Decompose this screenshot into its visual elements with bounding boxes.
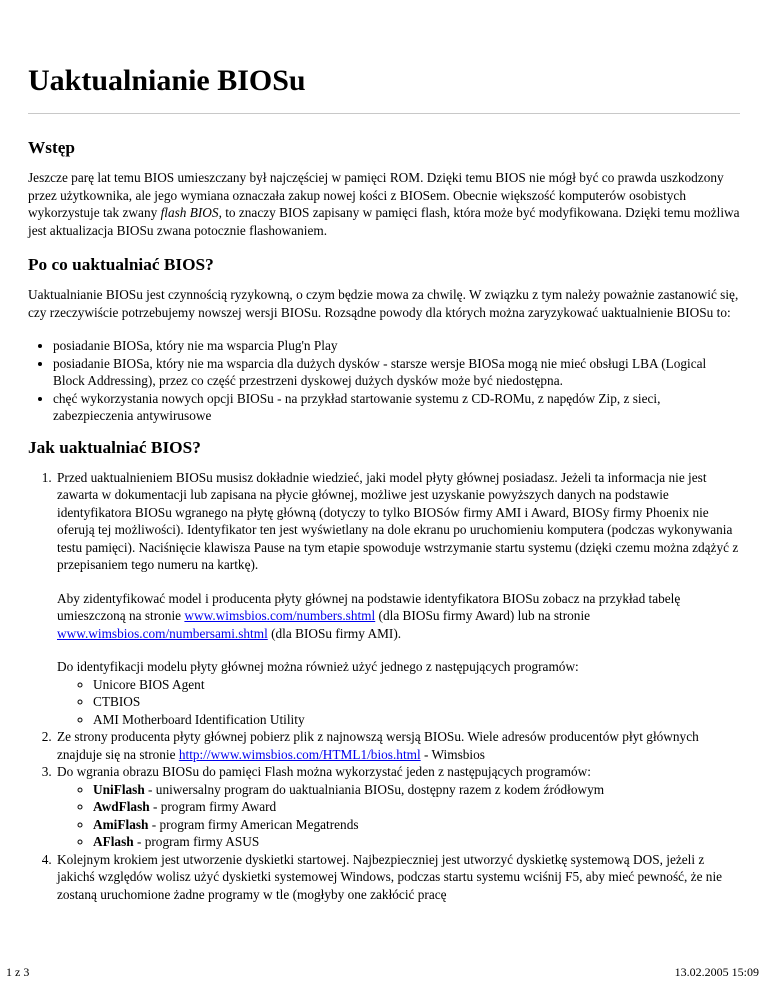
tool-name: AwdFlash [93, 799, 150, 814]
tool-name: UniFlash [93, 781, 145, 797]
step1-text-end: (dla BIOSu firmy AMI). [267, 625, 402, 641]
tool-item [93, 833, 740, 851]
step1-programs-intro: Do identyfikacji modelu płyty głównej można również użyć jednego z następujących programów: [57, 659, 579, 674]
section-heading-how: Jak uaktualniać BIOS? [28, 437, 201, 457]
step-item [55, 728, 740, 763]
step1-text-mid: (dla BIOSu firmy Award) lub na stronie [375, 608, 591, 623]
why-paragraph: Uaktualnianie BIOSu jest czynnością ryzykowną, o czym będzie mowa za chwilę. W związku z tym należy poważnie zastanowić się, czy rzeczywiście potrzebujemy nowszej wersji BIOSu. Rozsądne powody dla których można zaryzykować uaktualnienie BIOSu to: [28, 287, 739, 320]
section-heading-intro: Wstęp [28, 138, 76, 157]
program-item: ◦ CTBIOS [93, 693, 740, 711]
tool-item [93, 816, 740, 834]
programs-list [57, 676, 740, 729]
step-item: 4. Kolejnym krokiem jest utworzenie dyskietki startowej. Najbezpieczniej jest utworzyć dyskietkę systemową DOS, jeżeli z jakichś względów wolisz użyć dyskietki systemowej Windows, podczas startu systemu wciśnij F5, aby mieć pewność, że nie zostaną uruchomione żadne programy w tle (mogłyby one zakłócić pracę [55, 851, 740, 904]
step3-text: Do wgrania obrazu BIOSu do pamięci Flash można wykorzystać jeden z następujących programów: [57, 764, 591, 779]
intro-text-end: , to znaczy BIOS zapisany w pamięci flash, która może być modyfikowana. Dzięki temu możliwa jest aktualizacja BIOSu zwana potocznie flashowaniem. [28, 205, 740, 238]
step1-text: Aby zidentyfikować model i producenta płyty głównej na podstawie identyfikatora BIOSu zobacz na przykład tabelę umieszczoną na stronie [57, 590, 681, 623]
step-item [55, 763, 740, 851]
page-number: 1 z 3 [6, 965, 30, 979]
tool-name: AmiFlash [93, 816, 149, 832]
wimsbios-link[interactable]: http://www.wimsbios.com/HTML1/bios.html [178, 746, 421, 762]
program-item: ◦ AMI Motherboard Identification Utility [93, 711, 740, 729]
step2-text-end: - Wimsbios [420, 746, 485, 762]
step-item [55, 469, 740, 729]
intro-text: Jeszcze parę lat temu BIOS umieszczany był najczęściej w pamięci ROM. Dzięki temu BIOS nie mógł być co prawda uszkodzony przez użytkownika, ale jego wymiana oznaczała zakup nowej kości z BIOSem. Obecnie większość komputerów osobistych wykorzystuje tak zwany [28, 170, 724, 220]
tool-desc: - program firmy ASUS [133, 834, 260, 849]
step1-links-paragraph [57, 590, 740, 643]
tool-item [93, 781, 740, 799]
step2-text: Ze strony producenta płyty głównej pobierz plik z najnowszą wersją BIOSu. Wiele adresów producentów płyt głównych znajduje się na stronie [57, 729, 699, 762]
reason-item: • posiadanie BIOSa, który nie ma wsparcia dla dużych dysków - starsze wersje BIOSa mogą nie mieć obsługi LBA (Logical Block Addressing), przez co część przestrzeni dyskowej dużych dysków może być niedostępna. [53, 355, 740, 390]
flash-tools-list [57, 781, 740, 851]
print-timestamp: 13.02.2005 15:09 [674, 965, 759, 979]
reason-item: • posiadanie BIOSa, który nie ma wsparcia Plug'n Play [53, 337, 740, 355]
tool-name: AFlash [93, 834, 134, 849]
steps-list [28, 469, 740, 904]
section-heading-why: Po co uaktualniać BIOS? [28, 255, 214, 274]
intro-emphasis: flash BIOS [160, 205, 219, 220]
reasons-list [28, 337, 740, 425]
tool-desc: - program firmy Award [149, 799, 277, 814]
tool-item [93, 798, 740, 816]
tool-desc: - program firmy American Megatrends [148, 816, 359, 832]
intro-paragraph [28, 169, 740, 239]
reason-item: • chęć wykorzystania nowych opcji BIOSu - na przykład startowanie systemu z CD-ROMu, z napędów Zip, z sieci, zabezpieczenia antywirusowe [53, 390, 740, 425]
numbers-link[interactable]: www.wimsbios.com/numbers.shtml [184, 608, 376, 623]
tool-desc: - uniwersalny program do uaktualniania BIOSu, dostępny razem z kodem źródłowym [144, 781, 605, 797]
step1-paragraph: 1. Przed uaktualnieniem BIOSu musisz dokładnie wiedzieć, jaki model płyty głównej posiadasz. Jeżeli ta informacja nie jest zawarta w dokumentacji lub zapisana na płycie głównej, możliwe jest uzyskanie powyższych danych na podstawie identyfikatora BIOSu wgranego na płytę główną (dotyczy to tylko BIOSów firmy AMI i Award, BIOSy firmy Phoenix nie oferują tej możliwości). Identyfikator ten jest wyświetlany na dole ekranu po uruchomieniu komputera (podczas wykonywania testu pamięci). Naciśnięcie klawisza Pause na tym etapie spowoduje wstrzymanie startu systemu (dzięki czemu można zdążyć z przepisaniem tego numeru na kartkę). [57, 469, 739, 572]
title-divider [28, 113, 740, 114]
program-item: ◦ Unicore BIOS Agent [93, 676, 740, 694]
document-body [28, 138, 740, 903]
numbersami-link[interactable]: www.wimsbios.com/numbersami.shtml [57, 625, 268, 641]
page-title: Uaktualnianie BIOSu [28, 64, 306, 97]
